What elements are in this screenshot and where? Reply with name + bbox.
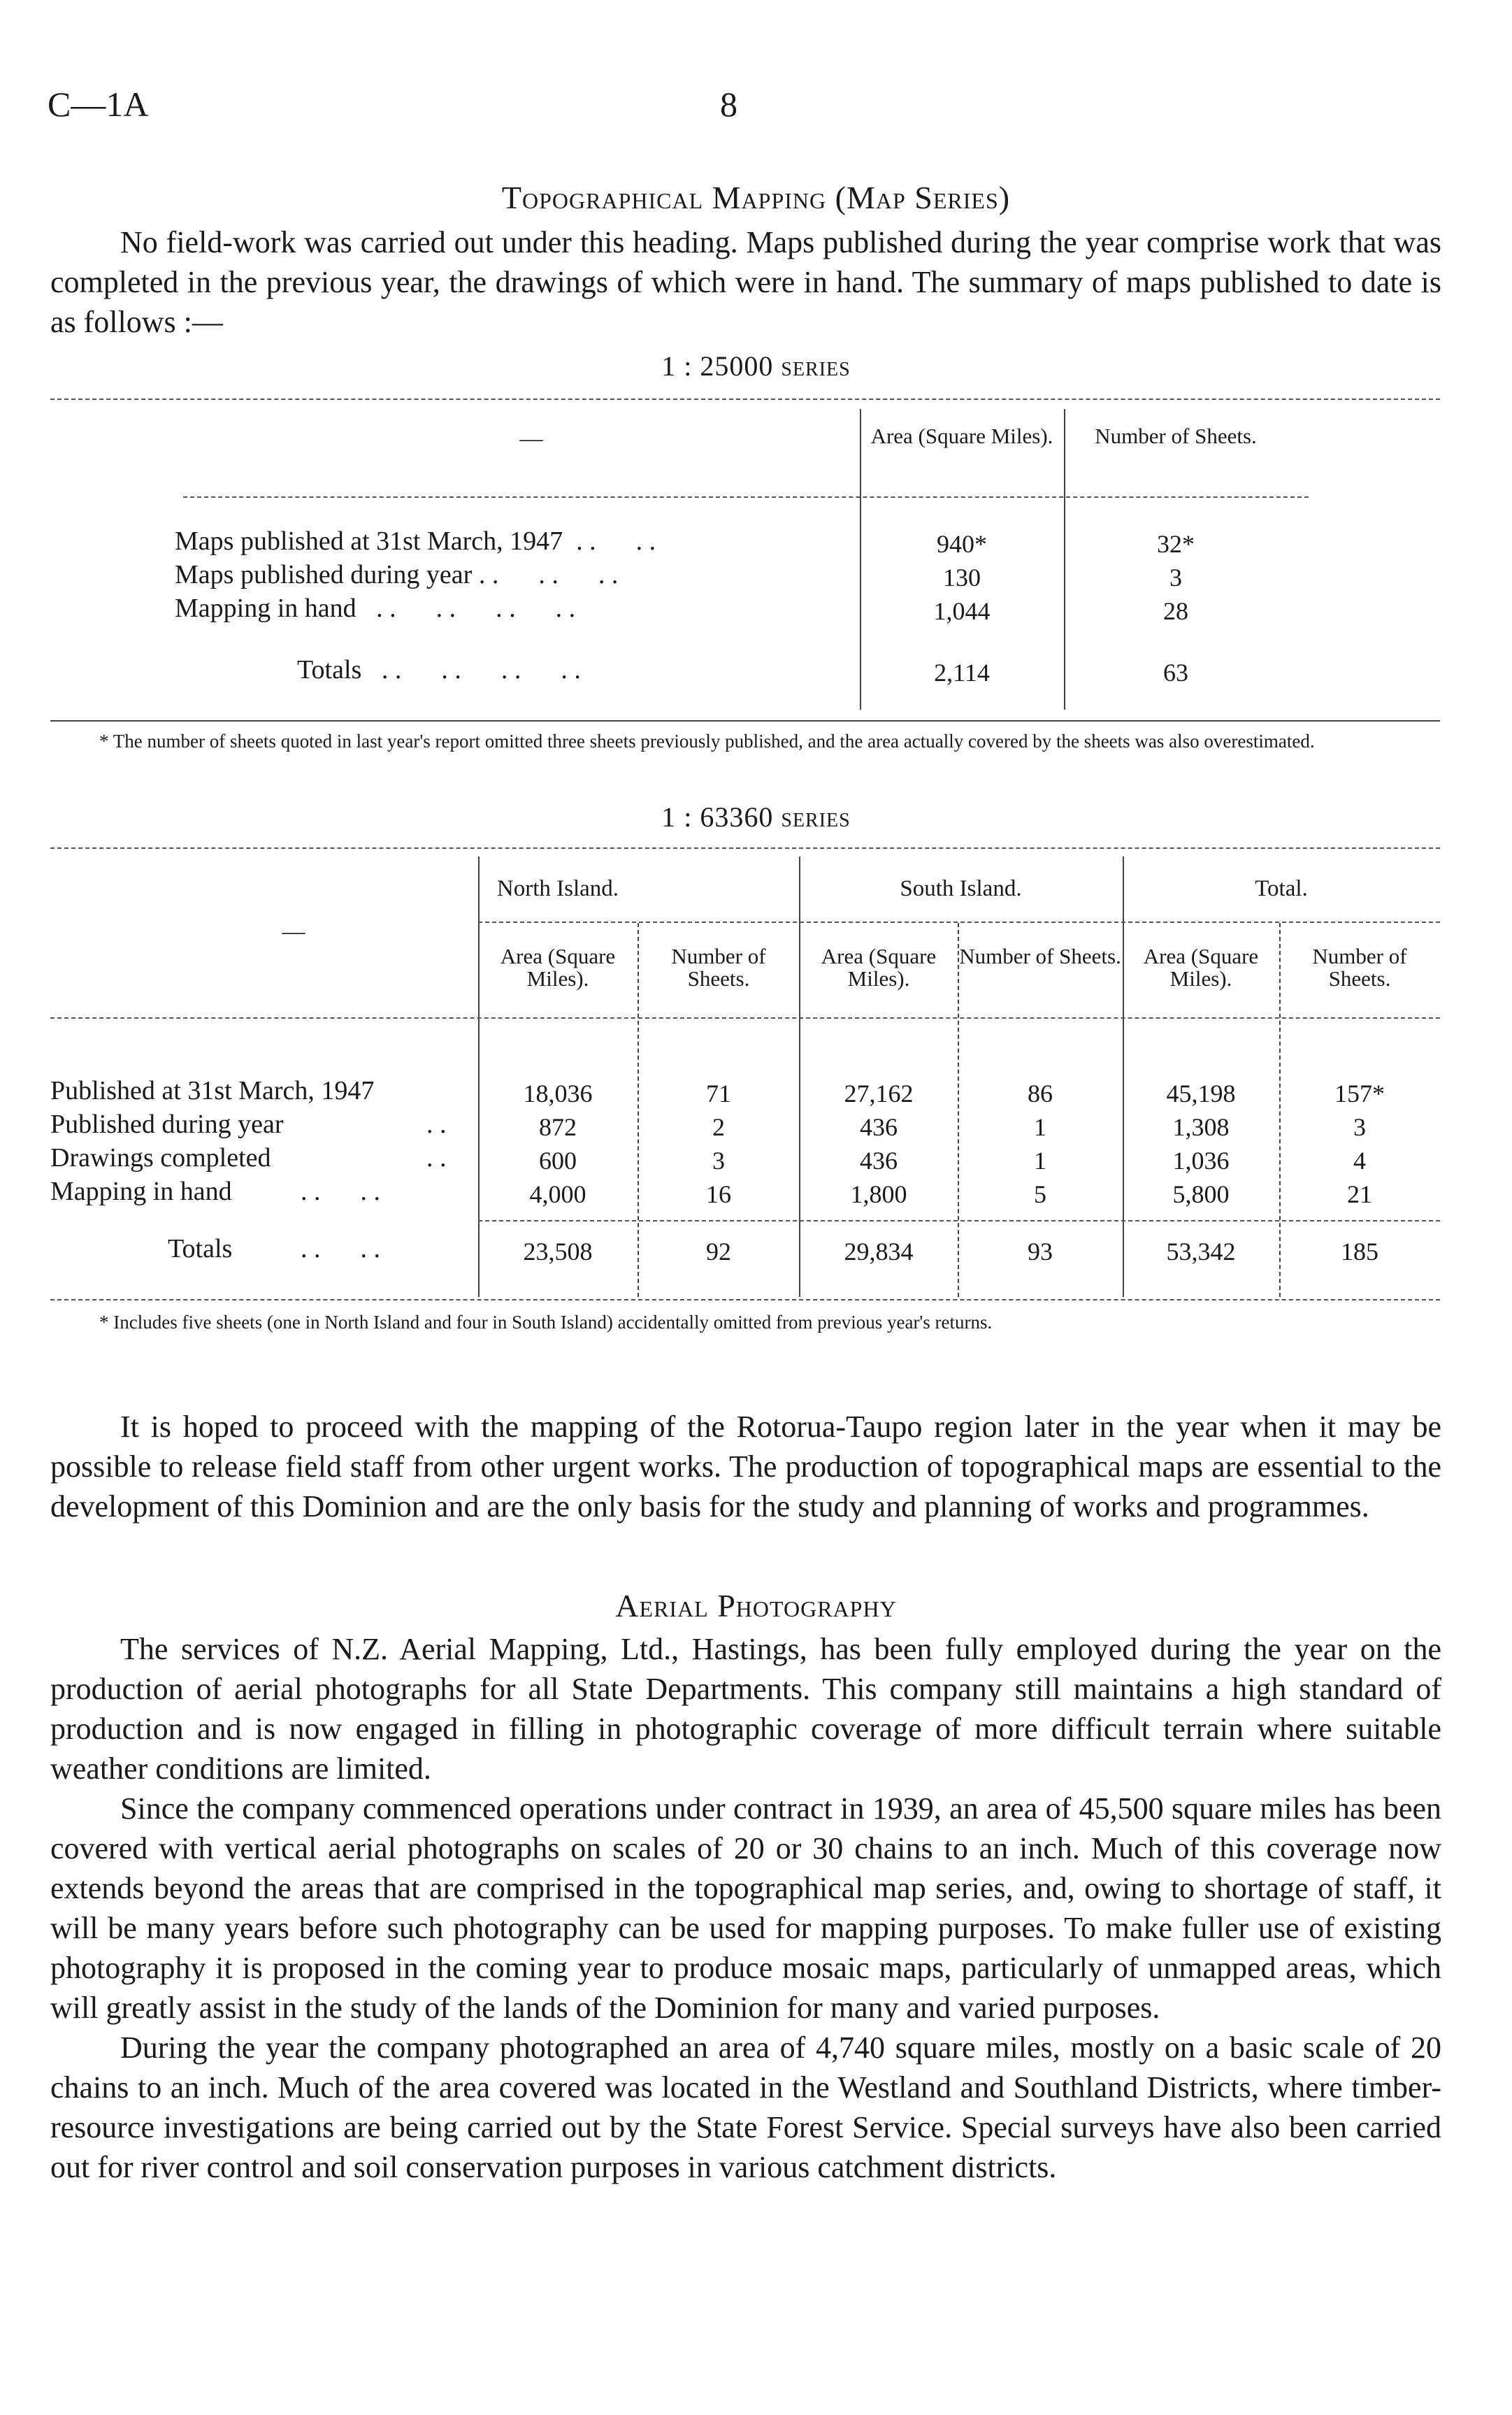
paragraph-text: No field-work was carried out under this heading. Maps published during the year comprise work that was completed in the previous year, the drawings of which were in hand. The summary of maps published to date is as follows :— [50, 225, 1441, 339]
column-header-south-sheets: Number of Sheets. [959, 944, 1121, 968]
corner-dash: — [519, 427, 543, 452]
row-label-text: Published during year [50, 1110, 284, 1139]
totals-label [297, 655, 581, 685]
table-bottom-rule [50, 720, 1440, 722]
group-header-total: Total. [1255, 876, 1308, 901]
totals-area: 2,114 [934, 659, 990, 687]
column-header-south-area: Area (Square Miles). [821, 944, 937, 991]
table-63360-title [0, 801, 1512, 833]
aerial-paragraph-1: The services of N.Z. Aerial Mapping, Ltd., Hastings, has been fully employed during the year on the production of aerial photographs for all State Departments. This company still maintains a high standard of production and is now engaged in filling in photographic coverage of more difficult terrain where suitable weather conditions are limited. [50, 1632, 1441, 1786]
table-63360-title-text: 1 : 63360 series [661, 801, 851, 833]
cell-south-sheets: 1 [1034, 1113, 1046, 1141]
header-rule [50, 1017, 1440, 1019]
leader-dots: . . [426, 1143, 447, 1173]
cell-area: 1,044 [933, 597, 991, 625]
page-number: 8 [720, 85, 737, 124]
aerial-paragraph-3: During the year the company photographed an area of 4,740 square miles, mostly on a basic scale of 20 chains to an inch. Much of the area covered was located in the Westland and Southland Districts, where timber-resource investigations are being carried out by the State Forest Service. Special surveys have also been carried out for river control and soil conservation purposes in various catchment districts. [50, 2030, 1441, 2184]
paragraph-text: It is hoped to proceed with the mapping of the Rotorua-Taupo region later in the year when it may be possible to release field staff from other urgent works. The production of topographical maps are essential to the development of this Dominion and are the only basis for the study and planning of works and programmes. [50, 1410, 1441, 1524]
cell-north-area: 18,036 [523, 1080, 593, 1108]
row-label [175, 596, 575, 621]
column-header-north-area: Area (Square Miles). [500, 944, 616, 991]
cell-south-sheets: 1 [1034, 1147, 1046, 1175]
row-label-text: Drawings completed [50, 1143, 271, 1173]
column-divider [860, 409, 861, 710]
cell-south-area: 436 [860, 1113, 898, 1141]
cell-south-sheets: 86 [1028, 1080, 1053, 1108]
cell-sheets: 32* [1157, 530, 1195, 558]
leader-dots: . . . . . . . . [361, 655, 581, 685]
cell-total-sheets: 3 [1353, 1113, 1366, 1141]
totals-sheets: 63 [1163, 659, 1188, 687]
cell-area: 940* [937, 530, 987, 558]
table-25000-title [0, 350, 1512, 382]
column-header-area: Area (Square Miles). [870, 424, 1053, 448]
row-label [175, 526, 656, 556]
leader-dots: . . . . [301, 1177, 380, 1206]
cell-sheets: 3 [1169, 564, 1182, 592]
table-top-rule [50, 399, 1440, 400]
totals-label-text: Totals [297, 655, 362, 685]
cell-total-area: 1,036 [1172, 1147, 1230, 1175]
cell-total-sheets: 21 [1347, 1180, 1372, 1208]
totals-label [168, 1236, 232, 1261]
header-rule [183, 496, 1309, 498]
totals-rule [478, 1220, 1440, 1221]
row-label [50, 1112, 284, 1137]
topographical-intro-paragraph [50, 222, 1441, 342]
cell-total-area: 5,800 [1172, 1180, 1230, 1208]
group-header-south-island: South Island. [900, 876, 1022, 901]
totals-label-text: Totals [168, 1234, 233, 1263]
group-rule [478, 922, 1440, 923]
cell-area: 130 [943, 564, 981, 592]
row-label-text: Published at 31st March, 1947 [50, 1076, 375, 1105]
column-divider [1064, 409, 1065, 710]
section-heading-topographical-mapping: Topographical Mapping (Map Series) [501, 180, 1011, 215]
row-label [50, 1179, 232, 1204]
totals-south-area: 29,834 [844, 1238, 914, 1266]
report-code: C—1A [48, 85, 149, 124]
cell-total-sheets: 4 [1353, 1147, 1366, 1175]
group-header-north-island: North Island. [496, 876, 619, 901]
section-heading-aerial-photography: Aerial Photography [615, 1588, 897, 1624]
cell-north-area: 600 [539, 1147, 577, 1175]
leader-dots: . . . . . . [472, 560, 619, 589]
cell-south-area: 1,800 [850, 1180, 907, 1208]
table-bottom-rule [50, 1299, 1440, 1300]
row-label [175, 562, 618, 587]
corner-dash: — [282, 919, 305, 945]
footnote-text: * The number of sheets quoted in last year's report omitted three sheets previously published, and the area actually covered by the sheets was also overestimated. [99, 731, 1315, 752]
cell-total-area: 45,198 [1166, 1080, 1236, 1108]
totals-north-area: 23,508 [523, 1238, 593, 1266]
totals-total-sheets: 185 [1341, 1238, 1378, 1266]
column-header-sheets: Number of Sheets. [1095, 424, 1257, 448]
cell-south-area: 436 [860, 1147, 898, 1175]
cell-total-sheets: 157* [1334, 1080, 1385, 1108]
rotorua-taupo-paragraph [50, 1407, 1441, 1526]
leader-dots: . . [426, 1110, 447, 1139]
cell-south-area: 27,162 [844, 1080, 914, 1108]
cell-north-sheets: 16 [706, 1180, 731, 1208]
totals-south-sheets: 93 [1028, 1238, 1053, 1266]
column-header-north-sheets: Number of Sheets. [671, 944, 766, 991]
cell-north-area: 872 [539, 1113, 577, 1141]
totals-north-sheets: 92 [706, 1238, 731, 1266]
table-25000-title-text: 1 : 25000 series [661, 350, 851, 382]
row-label-text: Maps published during year [175, 560, 473, 589]
table-top-rule [50, 847, 1440, 849]
cell-sheets: 28 [1163, 597, 1188, 625]
cell-south-sheets: 5 [1034, 1180, 1046, 1208]
cell-north-sheets: 3 [712, 1147, 725, 1175]
row-label-text: Maps published at 31st March, 1947 [175, 526, 563, 556]
column-header-total-area: Area (Square Miles). [1143, 944, 1259, 991]
row-label-text: Mapping in hand [50, 1177, 232, 1206]
table-63360-footnote [50, 1311, 1441, 1333]
aerial-photography-body [50, 1629, 1441, 2187]
row-label-text: Mapping in hand [175, 594, 357, 623]
totals-total-area: 53,342 [1166, 1238, 1236, 1266]
cell-north-sheets: 71 [706, 1080, 731, 1108]
leader-dots: . . . . [563, 526, 656, 556]
table-25000-footnote [50, 730, 1441, 752]
aerial-paragraph-2: Since the company commenced operations under contract in 1939, an area of 45,500 square miles has been covered with vertical aerial photographs on scales of 20 or 30 chains to an inch. Much of this coverage now extends beyond the areas that are comprised in the topographical map series, and, owing to shortage of staff, it will be many years before such photography can be used for mapping purposes. To make fuller use of existing photography it is proposed in the coming year to produce mosaic maps, particularly of unmapped areas, which will greatly assist in the study of the lands of the Dominion for many and varied purposes. [50, 1791, 1441, 2025]
leader-dots: . . . . [301, 1234, 380, 1263]
column-header-total-sheets: Number of Sheets. [1312, 944, 1407, 991]
footnote-text: * Includes five sheets (one in North Island and four in South Island) accidentally omitted from previous year's returns. [99, 1312, 993, 1333]
cell-north-area: 4,000 [529, 1180, 586, 1208]
cell-total-area: 1,308 [1172, 1113, 1230, 1141]
row-label [50, 1078, 374, 1103]
row-label [50, 1143, 271, 1173]
cell-north-sheets: 2 [712, 1113, 725, 1141]
leader-dots: . . . . . . . . [356, 594, 576, 623]
